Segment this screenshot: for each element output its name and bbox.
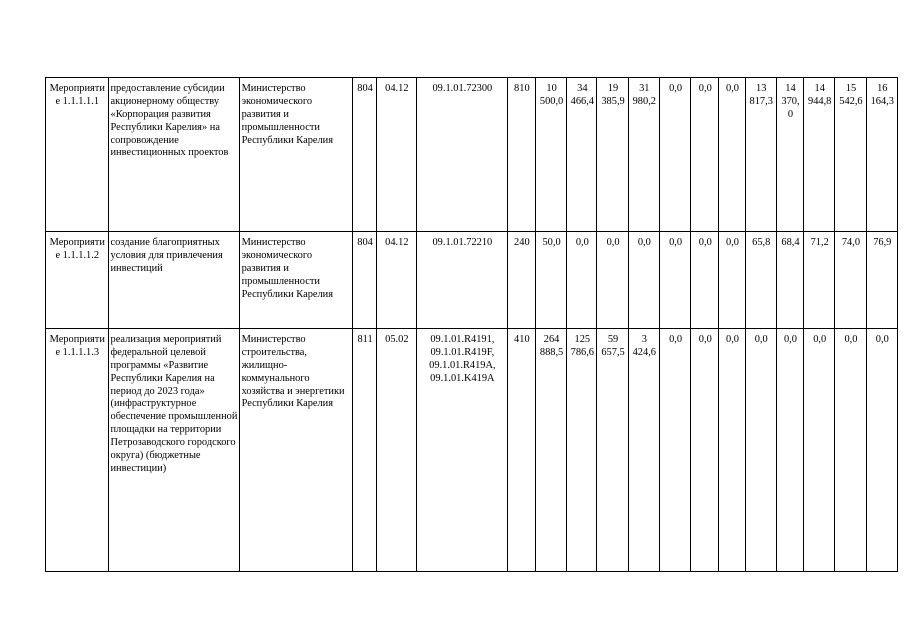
- grbs-cell: 804: [353, 232, 376, 329]
- csr-cell: 09.1.01.R4191, 09.1.01.R419F, 09.1.01.R419A, 09.1.01.K419A: [417, 329, 508, 572]
- value-cell: 65,8: [745, 232, 776, 329]
- budget-table: [45, 77, 898, 572]
- value-cell: 16 164,3: [866, 78, 897, 232]
- value-cell: 68,4: [776, 232, 803, 329]
- table-row: [46, 78, 898, 232]
- value-cell: 14 944,8: [804, 78, 835, 232]
- grbs-cell: 811: [353, 329, 376, 572]
- executor-cell: Министерство экономического развития и промышленности Республики Карелия: [239, 78, 353, 232]
- value-cell: 125 786,6: [567, 329, 597, 572]
- description-cell: предоставление субсидии акционерному обществу «Корпорация развития Республики Карелия» на сопровождение инвестиционных проектов: [108, 78, 239, 232]
- value-cell: 264 888,5: [535, 329, 566, 572]
- value-cell: 0,0: [567, 232, 597, 329]
- value-cell: 0,0: [691, 78, 719, 232]
- rzpr-cell: 04.12: [376, 78, 416, 232]
- value-cell: 34 466,4: [567, 78, 597, 232]
- value-cell: 0,0: [866, 329, 897, 572]
- event-cell: Мероприятие 1.1.1.1.1: [46, 78, 109, 232]
- description-cell: создание благоприятных условия для привлечения инвестиций: [108, 232, 239, 329]
- value-cell: 14 370,0: [776, 78, 803, 232]
- csr-cell: 09.1.01.72210: [417, 232, 508, 329]
- description-cell: реализация мероприятий федеральной целевой программы «Развитие Республики Карелия на период до 2023 года» (инфраструктурное обеспечение промышленной площадки на территории Петрозаводского городского округа) (бюджетные инвестиции): [108, 329, 239, 572]
- event-cell: Мероприятие 1.1.1.1.3: [46, 329, 109, 572]
- value-cell: 3 424,6: [628, 329, 659, 572]
- value-cell: 59 657,5: [597, 329, 628, 572]
- table-row: [46, 329, 898, 572]
- value-cell: 0,0: [776, 329, 803, 572]
- value-cell: 0,0: [719, 78, 745, 232]
- value-cell: 0,0: [719, 329, 745, 572]
- grbs-cell: 804: [353, 78, 376, 232]
- rzpr-cell: 04.12: [376, 232, 416, 329]
- value-cell: 0,0: [745, 329, 776, 572]
- csr-cell: 09.1.01.72300: [417, 78, 508, 232]
- value-cell: 50,0: [535, 232, 566, 329]
- value-cell: 0,0: [719, 232, 745, 329]
- value-cell: 0,0: [835, 329, 866, 572]
- event-cell: Мероприятие 1.1.1.1.2: [46, 232, 109, 329]
- rzpr-cell: 05.02: [376, 329, 416, 572]
- value-cell: 74,0: [835, 232, 866, 329]
- value-cell: 71,2: [804, 232, 835, 329]
- value-cell: 19 385,9: [597, 78, 628, 232]
- executor-cell: Министерство строительства, жилищно-коммунального хозяйства и энергетики Республики Карелия: [239, 329, 353, 572]
- value-cell: 76,9: [866, 232, 897, 329]
- value-cell: 0,0: [628, 232, 659, 329]
- executor-cell: Министерство экономического развития и промышленности Республики Карелия: [239, 232, 353, 329]
- value-cell: 15 542,6: [835, 78, 866, 232]
- value-cell: 0,0: [659, 329, 690, 572]
- table-row: [46, 232, 898, 329]
- value-cell: 0,0: [804, 329, 835, 572]
- value-cell: 0,0: [691, 329, 719, 572]
- vr-cell: 410: [507, 329, 535, 572]
- value-cell: 0,0: [597, 232, 628, 329]
- value-cell: 0,0: [659, 232, 690, 329]
- value-cell: 10 500,0: [535, 78, 566, 232]
- value-cell: 31 980,2: [628, 78, 659, 232]
- vr-cell: 810: [507, 78, 535, 232]
- value-cell: 0,0: [691, 232, 719, 329]
- value-cell: 13 817,3: [745, 78, 776, 232]
- vr-cell: 240: [507, 232, 535, 329]
- value-cell: 0,0: [659, 78, 690, 232]
